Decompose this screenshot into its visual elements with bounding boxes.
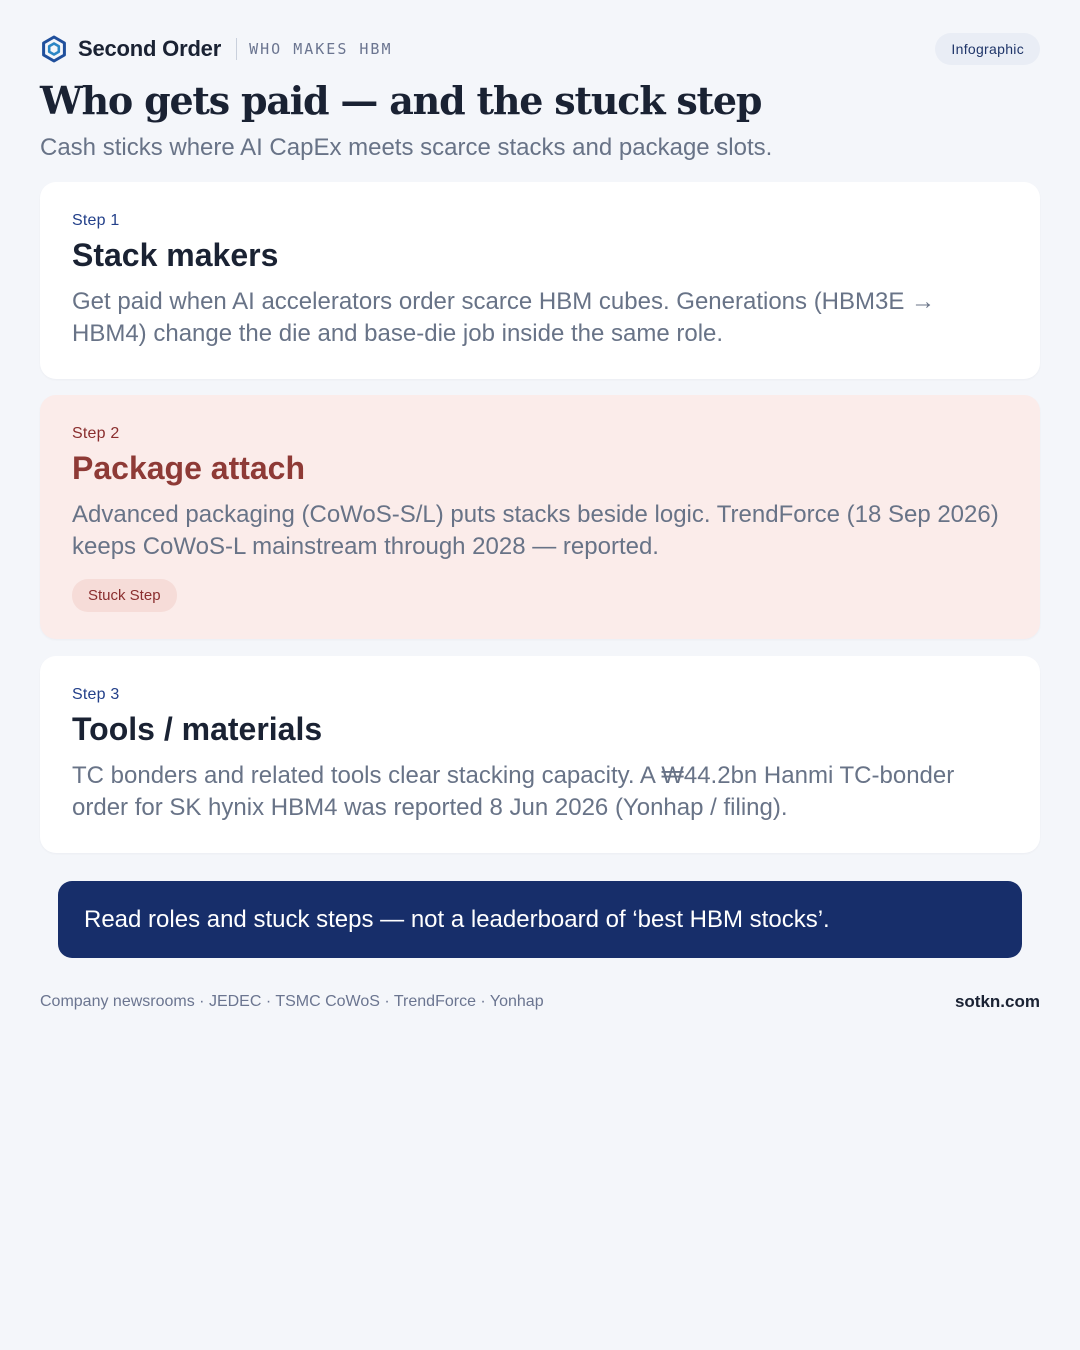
site-link[interactable]: sotkn.com	[954, 992, 1040, 1011]
infographic-tag: Infographic	[935, 33, 1040, 65]
step-label: Step 2	[72, 425, 120, 442]
step-card-3	[40, 656, 1040, 853]
hexagon-logo-icon	[40, 35, 68, 63]
kicker: WHO MAKES HBM	[249, 40, 393, 58]
takeaway-banner: Read roles and stuck steps — not a leaderboard of ‘best HBM stocks’.	[58, 881, 1022, 958]
brand	[40, 35, 393, 63]
step-body: Get paid when AI accelerators order scarce HBM cubes. Generations (HBM3E → HBM4) change the die and base-die job inside the same role.	[72, 288, 936, 348]
top-bar	[40, 32, 1040, 66]
step-label: Step 3	[72, 686, 120, 703]
page-title: Who gets paid — and the stuck step	[40, 78, 762, 123]
step-card-2	[40, 395, 1040, 639]
step-title: Tools / materials	[72, 711, 323, 747]
step-body: TC bonders and related tools clear stacking capacity. A ₩44.2bn Hanmi TC-bonder order for SK hynix HBM4 was reported 8 Jun 2026 (Yonhap / filing).	[72, 762, 955, 822]
page-subtitle: Cash sticks where AI CapEx meets scarce stacks and package slots.	[40, 133, 773, 161]
step-title: Stack makers	[72, 237, 279, 273]
stuck-step-badge: Stuck Step	[72, 579, 177, 612]
brand-name: Second Order	[78, 36, 222, 61]
sources-line: Company newsrooms · JEDEC · TSMC CoWoS · TrendForce · Yonhap	[40, 993, 544, 1010]
infographic-page	[40, 32, 1040, 1011]
step-label: Step 1	[72, 212, 120, 229]
footer	[40, 992, 1040, 1012]
step-title: Package attach	[72, 450, 306, 486]
step-card-1	[40, 182, 1040, 379]
step-body: Advanced packaging (CoWoS-S/L) puts stacks beside logic. TrendForce (18 Sep 2026) keeps CoWoS-L mainstream through 2028 — reported.	[72, 501, 999, 561]
brand-divider	[236, 38, 237, 60]
